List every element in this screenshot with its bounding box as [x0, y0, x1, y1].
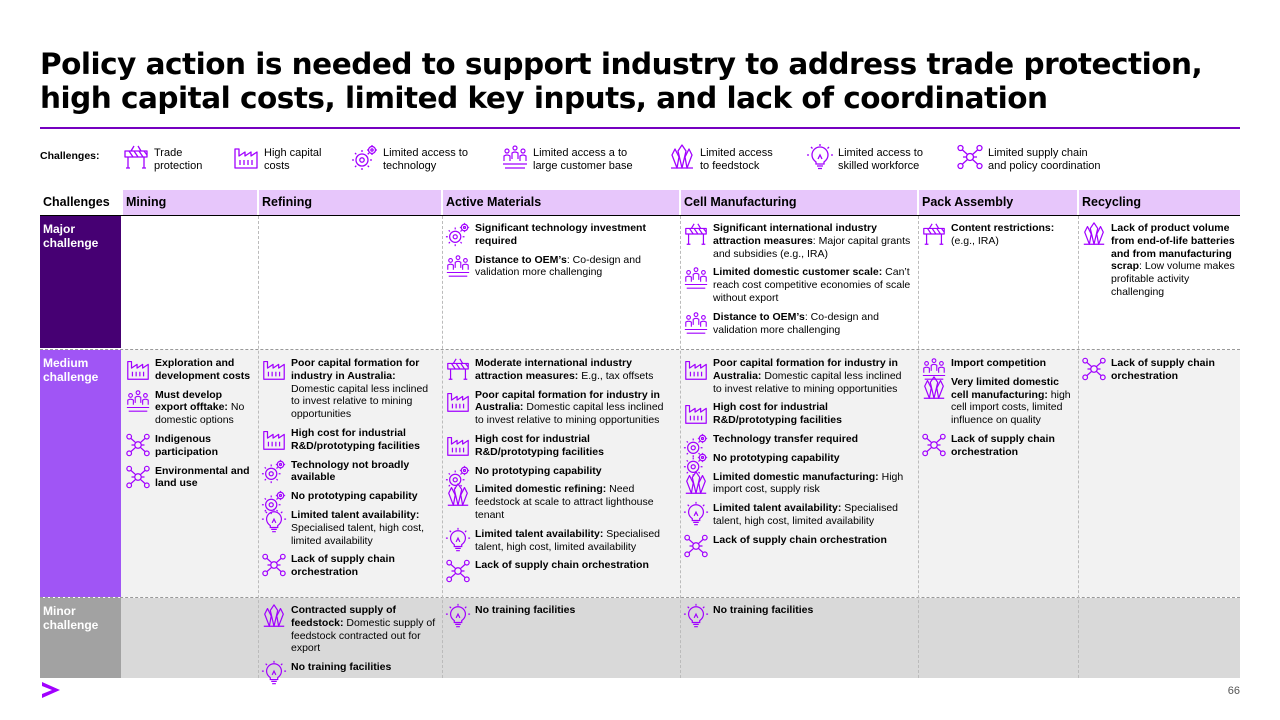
challenge-title: Lack of supply chain orchestration	[951, 432, 1055, 458]
factory-icon	[261, 356, 287, 382]
challenge-item	[259, 490, 437, 503]
challenge-title: Import competition	[951, 357, 1047, 369]
crystal-icon	[445, 482, 471, 508]
gear-icon	[445, 221, 471, 247]
challenge-item	[443, 389, 675, 427]
network-icon	[683, 533, 709, 559]
challenge-item	[123, 357, 253, 383]
network-icon	[921, 432, 947, 458]
lightbulb-icon	[683, 603, 709, 629]
network-icon	[125, 464, 151, 490]
challenge-item	[123, 389, 253, 427]
challenge-title: Content restrictions:	[951, 222, 1055, 234]
column-header-refining: Refining	[259, 190, 441, 215]
lightbulb-icon	[806, 143, 834, 171]
trade-barrier-icon	[122, 143, 150, 171]
challenge-item	[443, 433, 675, 459]
table-cell	[681, 604, 913, 623]
challenge-detail: : Low volume makes profitable activity challenging	[1111, 260, 1235, 298]
table-cell	[443, 357, 675, 578]
challenge-item	[259, 604, 437, 655]
challenge-title: Contracted supply of feedstock:	[291, 604, 397, 629]
legend-item-label: Limited access a to large customer base	[533, 147, 633, 172]
challenges-table	[40, 190, 1240, 678]
title-divider	[40, 127, 1240, 129]
challenge-title: Lack of supply chain orchestration	[475, 559, 649, 572]
column-header-recycling: Recycling	[1079, 190, 1240, 215]
challenge-item	[259, 357, 437, 421]
challenge-detail: Specialised talent, high cost, limited availability	[713, 502, 898, 527]
challenge-title: Limited domestic refining:	[475, 483, 607, 496]
challenge-detail: No domestic options	[155, 401, 245, 427]
challenge-item	[259, 553, 437, 579]
challenge-item	[443, 483, 675, 521]
challenge-title: Limited domestic customer scale:	[713, 266, 883, 279]
challenge-item	[681, 452, 913, 465]
lightbulb-icon	[445, 527, 471, 553]
table-cell	[919, 357, 1073, 465]
people-icon	[501, 143, 529, 171]
legend-item	[232, 143, 321, 172]
challenge-item	[443, 559, 675, 572]
challenge-item	[919, 376, 1073, 427]
gear-icon	[261, 458, 287, 484]
accenture-logo-icon	[40, 680, 62, 702]
challenge-detail: : Co-design and validation more challenging	[713, 310, 879, 336]
people-icon	[125, 388, 151, 414]
challenge-title: Technology not broadly available	[291, 458, 410, 484]
challenge-item	[681, 604, 913, 617]
table-cell	[443, 604, 675, 623]
legend-item-label: High capital costs	[264, 147, 322, 172]
factory-icon	[125, 356, 151, 382]
challenge-title: Poor capital formation for industry in Australia:	[291, 357, 420, 382]
table-cell	[1079, 222, 1236, 305]
challenge-item	[1079, 357, 1236, 383]
network-icon	[125, 432, 151, 458]
challenge-item	[259, 427, 437, 453]
table-cell	[123, 357, 253, 496]
crystal-icon	[1081, 221, 1107, 247]
challenge-detail: High import cost, supply risk	[713, 470, 904, 496]
challenge-item	[443, 528, 675, 554]
factory-icon	[683, 356, 709, 382]
challenge-item	[443, 222, 675, 248]
trade-barrier-icon	[683, 221, 709, 247]
challenge-title: Lack of supply chain orchestration	[713, 533, 887, 546]
challenge-item	[681, 401, 913, 427]
challenge-item	[259, 661, 437, 674]
network-icon	[1081, 356, 1107, 382]
table-cell	[919, 222, 1073, 254]
challenge-detail: high cell import costs, limited influence on quality	[951, 388, 1071, 427]
challenge-title: No training facilities	[713, 604, 814, 616]
challenge-title: Indigenous participation	[155, 432, 219, 458]
challenge-title: Limited talent availability:	[475, 527, 604, 540]
crystal-icon	[683, 470, 709, 496]
challenge-title: High cost for industrial R&D/prototyping facilities	[291, 426, 420, 452]
challenge-title: Exploration and development costs	[155, 357, 251, 382]
table-cell	[681, 222, 913, 342]
legend-item	[501, 143, 633, 172]
challenge-item	[681, 266, 913, 304]
challenge-item	[443, 357, 675, 383]
challenge-title: Poor capital formation for industry in Australia:	[475, 388, 660, 414]
challenge-item	[681, 502, 913, 528]
table-cell	[1079, 357, 1236, 389]
challenge-item	[123, 433, 253, 459]
gear-icon	[351, 143, 379, 171]
challenge-detail: Domestic supply of feedstock contracted out for export	[291, 616, 436, 655]
legend-item-label: Trade protection	[154, 147, 203, 172]
page-number: 66	[1227, 685, 1240, 697]
legend-item	[806, 143, 923, 172]
network-icon	[956, 143, 984, 171]
challenge-item	[443, 254, 675, 280]
challenge-title: No prototyping capability	[475, 464, 602, 477]
challenge-item	[259, 509, 437, 547]
table-cell	[259, 357, 437, 585]
row-label: Minor challenge	[40, 598, 121, 678]
challenge-item	[681, 311, 913, 337]
legend-item	[122, 143, 202, 172]
people-icon	[683, 265, 709, 291]
header-underline	[40, 215, 1240, 216]
table-cell	[443, 222, 675, 285]
challenges-legend	[40, 143, 1240, 175]
challenge-title: Technology transfer required	[713, 432, 859, 445]
challenge-item	[681, 471, 913, 497]
row-divider	[40, 349, 1240, 350]
challenge-item	[681, 433, 913, 446]
lightbulb-icon	[683, 501, 709, 527]
row-label: Major challenge	[40, 216, 121, 348]
challenge-item	[919, 357, 1073, 370]
column-header-active-materials: Active Materials	[443, 190, 679, 215]
people-icon	[683, 310, 709, 336]
legend-item	[956, 143, 1101, 172]
challenge-title: Distance to OEM’s	[713, 310, 805, 323]
challenge-title: No prototyping capability	[291, 490, 418, 503]
factory-icon	[445, 432, 471, 458]
trade-barrier-icon	[445, 356, 471, 382]
page-title: Policy action is needed to support industry to address trade protection, high capital costs, limited key inputs, and lack of coordination	[40, 47, 1203, 115]
challenge-title: High cost for industrial R&D/prototyping facilities	[475, 432, 604, 458]
challenge-detail: : Major capital grants and subsidies (e.g., IRA)	[713, 234, 911, 260]
challenge-title: Must develop export offtake:	[155, 388, 228, 414]
challenge-item	[681, 534, 913, 547]
row-divider	[40, 597, 1240, 598]
row-label: Medium challenge	[40, 350, 121, 597]
table-cell	[681, 357, 913, 553]
challenge-item	[443, 604, 675, 617]
table-header	[40, 190, 1240, 215]
lightbulb-icon	[261, 508, 287, 534]
lightbulb-icon	[261, 660, 287, 686]
challenge-title: No training facilities	[291, 661, 392, 674]
column-header-pack-assembly: Pack Assembly	[919, 190, 1077, 215]
crystal-icon	[668, 143, 696, 171]
challenge-title: Environmental and land use	[155, 464, 250, 490]
challenge-item	[681, 357, 913, 395]
challenge-detail: E.g., tax offsets	[578, 369, 654, 382]
challenge-detail: Specialised talent, high cost, limited availability	[475, 527, 660, 553]
challenge-title: Significant technology investment required	[475, 222, 646, 247]
challenge-title: Significant international industry attraction measures	[713, 222, 877, 247]
challenge-detail: : Co-design and validation more challenging	[475, 253, 641, 279]
challenge-title: Lack of supply chain orchestration	[291, 553, 395, 579]
factory-icon	[683, 400, 709, 426]
crystal-icon	[921, 375, 947, 401]
challenge-detail: Domestic capital less inclined to invest relative to mining opportunities	[475, 401, 664, 427]
trade-barrier-icon	[921, 221, 947, 247]
column-header-mining: Mining	[123, 190, 257, 215]
people-icon	[445, 253, 471, 279]
challenge-detail: Can’t reach cost competitive economies of scale without export	[713, 266, 911, 304]
factory-icon	[261, 426, 287, 452]
challenge-item	[259, 459, 437, 485]
lightbulb-icon	[445, 603, 471, 629]
challenge-title: Very limited domestic cell manufacturing:	[951, 375, 1059, 401]
challenge-item	[681, 222, 913, 260]
challenge-title: Poor capital formation for industry in Australia:	[713, 357, 898, 382]
challenge-title: Lack of supply chain orchestration	[1111, 357, 1215, 382]
factory-icon	[445, 388, 471, 414]
corner-header: Challenges	[43, 195, 110, 209]
challenge-title: Limited domestic manufacturing:	[713, 470, 879, 483]
challenge-item	[919, 433, 1073, 459]
legend-label: Challenges:	[40, 150, 100, 162]
challenge-item	[1079, 222, 1236, 299]
legend-item-label: Limited access to feedstock	[700, 147, 773, 172]
challenge-detail: (e.g., IRA)	[951, 234, 999, 247]
challenge-title: No prototyping capability	[713, 451, 840, 464]
challenge-title: No training facilities	[475, 604, 576, 616]
challenge-detail: Need feedstock at scale to attract lighthouse tenant	[475, 483, 654, 521]
legend-item-label: Limited supply chain and policy coordination	[988, 147, 1101, 172]
legend-item-label: Limited access to technology	[383, 147, 468, 172]
legend-item	[668, 143, 773, 172]
challenge-detail: Domestic capital less inclined to invest relative to mining opportunities	[713, 369, 902, 395]
network-icon	[261, 552, 287, 578]
challenge-item	[919, 222, 1073, 248]
challenge-title: High cost for industrial R&D/prototyping facilities	[713, 401, 842, 427]
factory-icon	[232, 143, 260, 171]
challenge-detail: Specialised talent, high cost, limited availability	[291, 521, 425, 547]
challenge-title: Limited talent availability:	[291, 508, 420, 521]
legend-item	[351, 143, 468, 172]
challenge-title: Limited talent availability:	[713, 502, 842, 515]
legend-item-label: Limited access to skilled workforce	[838, 147, 923, 172]
challenge-title: Distance to OEM’s	[475, 253, 567, 266]
challenge-detail: Domestic capital less inclined to invest relative to mining opportunities	[291, 382, 429, 421]
network-icon	[445, 558, 471, 584]
challenge-title: Lack of product volume from end-of-life batteries and from manufacturing scrap	[1111, 222, 1235, 273]
challenge-item	[123, 465, 253, 491]
challenge-title: Moderate international industry attraction measures:	[475, 357, 632, 382]
challenge-item	[443, 465, 675, 478]
crystal-icon	[261, 603, 287, 629]
column-header-cell-manufacturing: Cell Manufacturing	[681, 190, 917, 215]
table-cell	[259, 604, 437, 680]
